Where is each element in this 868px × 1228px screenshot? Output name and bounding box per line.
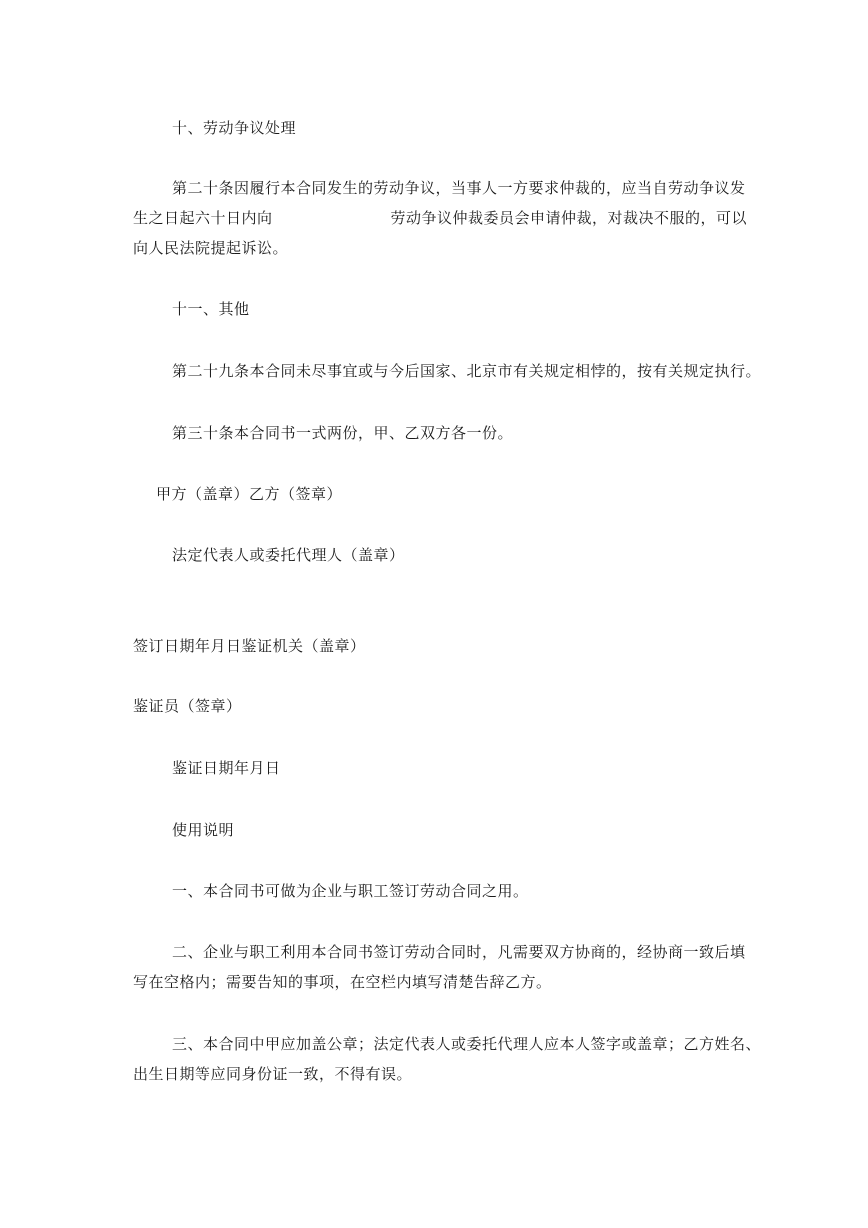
instructions-heading: 使用说明 — [172, 821, 235, 839]
instructions-item-3-line-1: 三、本合同中甲应加盖公章；法定代表人或委托代理人应本人签字或盖章；乙方姓名、 — [172, 1035, 762, 1053]
instructions-item-1: 一、本合同书可做为企业与职工签订劳动合同之用。 — [172, 882, 529, 900]
section-10-heading: 十、劳动争议处理 — [172, 119, 297, 137]
article-20-line-2-start: 生之日起六十日内向 — [133, 209, 273, 227]
article-20-line-3: 向人民法院提起诉讼。 — [133, 239, 289, 257]
instructions-item-2-line-2: 写在空格内；需要告知的事项，在空栏内填写清楚告辞乙方。 — [133, 973, 552, 991]
signature-parties: 甲方（盖章）乙方（签章） — [156, 485, 343, 503]
article-20-line-1: 第二十条因履行本合同发生的劳动争议，当事人一方要求仲裁的，应当自劳动争议发 — [172, 179, 746, 197]
signature-verifier: 鉴证员（签章） — [133, 697, 242, 715]
article-20-line-2-end: 劳动争议仲裁委员会申请仲裁，对裁决不服的，可以 — [390, 209, 748, 227]
instructions-item-3-line-2: 出生日期等应同身份证一致，不得有误。 — [133, 1065, 413, 1083]
signature-verify-date: 鉴证日期年月日 — [172, 759, 281, 777]
signature-representative: 法定代表人或委托代理人（盖章） — [172, 546, 405, 564]
article-20-line-2 — [133, 208, 747, 228]
signature-date-authority: 签订日期年月日鉴证机关（盖章） — [133, 637, 366, 655]
article-29: 第二十九条本合同未尽事宜或与今后国家、北京市有关规定相悖的，按有关规定执行。 — [172, 362, 762, 380]
section-11-heading: 十一、其他 — [172, 300, 250, 318]
instructions-item-2-line-1: 二、企业与职工利用本合同书签订劳动合同时，凡需要双方协商的，经协商一致后填 — [172, 943, 746, 961]
article-30: 第三十条本合同书一式两份，甲、乙双方各一份。 — [172, 424, 514, 442]
